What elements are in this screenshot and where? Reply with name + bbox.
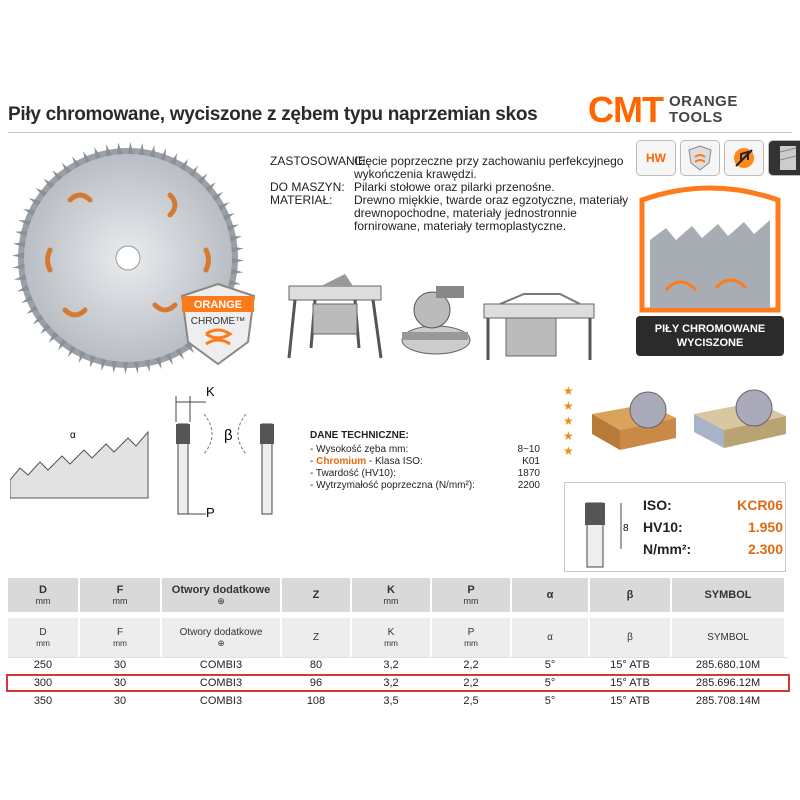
tech-label: - Wytrzymałość poprzeczna (N/mm²):: [310, 480, 475, 491]
chromed-label: [636, 316, 784, 356]
blade-detail-icon: [768, 140, 800, 176]
cell-alpha: 5°: [544, 677, 556, 689]
tech-heading: DANE TECHNICZNE:: [310, 430, 409, 441]
silent-icon: [724, 140, 764, 176]
cell-f: 30: [113, 677, 127, 689]
tech-label: - Wysokość zęba mm:: [310, 444, 409, 455]
cell-f: 30: [113, 659, 127, 671]
cell-beta: 15° ATB: [610, 695, 650, 707]
k-label: K: [206, 384, 215, 399]
subheader-cell: Z: [282, 618, 350, 657]
header-cell: SYMBOL: [672, 578, 784, 612]
cell-z: 108: [306, 695, 326, 707]
cell-alpha: 5°: [544, 695, 556, 707]
cell-z: 80: [309, 659, 323, 671]
cell-k: 3,5: [383, 695, 399, 707]
spec-label: HV10:: [643, 519, 683, 535]
eight-label: 8: [623, 523, 629, 534]
cell-z: 96: [309, 677, 323, 689]
spec-label: N/mm²:: [643, 541, 692, 557]
tech-row: [310, 468, 540, 480]
cell-holes: COMBI3: [199, 677, 243, 689]
product-info: [270, 155, 630, 233]
cell-k: 3,2: [383, 677, 399, 689]
spec-value: 1.950: [747, 519, 783, 535]
tech-label: - Chromium - Klasa ISO:: [310, 456, 423, 467]
panel-saw-image: [480, 290, 598, 362]
subheader-cell: P mm: [432, 618, 510, 657]
header-cell: F mm: [80, 578, 160, 612]
cell-k: 3,2: [383, 659, 399, 671]
hw-icon: HW: [636, 140, 676, 176]
table-saw-image: [285, 268, 385, 360]
tech-label: - Twardość (HV10):: [310, 468, 396, 479]
title-divider: [8, 132, 792, 133]
spec-hv: [643, 519, 783, 535]
header-cell: D mm: [8, 578, 78, 612]
badge-orange-text: ORANGE: [193, 299, 243, 311]
spec-box: [564, 482, 786, 572]
info-value: Pilarki stołowe oraz pilarki przenośne.: [354, 180, 555, 194]
spec-value: 2.300: [747, 541, 783, 557]
brand-logo: [588, 88, 784, 132]
logo-sub1: ORANGE: [668, 93, 738, 110]
logo-cmt: CMT: [588, 89, 663, 130]
chromed-label-line1: PIŁY CHROMOWANE: [654, 323, 766, 335]
header-cell: α: [512, 578, 588, 612]
subheader-cell: SYMBOL: [672, 618, 784, 657]
table-row[interactable]: [8, 658, 788, 672]
cell-beta: 15° ATB: [610, 659, 650, 671]
cell-f: 30: [113, 695, 127, 707]
tech-value: K01: [522, 456, 540, 467]
cell-symbol: 285.680.10M: [695, 659, 761, 671]
table-header: [8, 578, 788, 612]
info-row-material: [270, 194, 630, 233]
chromed-label-line2: WYCISZONE: [676, 337, 744, 349]
tech-value: 8~10: [517, 444, 540, 455]
beta-label: β: [224, 427, 233, 444]
tech-row: [310, 444, 540, 456]
cutting-panel-image: [690, 384, 790, 454]
subheader-cell: β: [590, 618, 670, 657]
orange-chrome-badge: [178, 282, 258, 366]
cell-d: 300: [33, 677, 53, 689]
header-cell: β: [590, 578, 670, 612]
spec-value: KCR06: [737, 497, 783, 513]
chromium-label: Chromium: [316, 456, 367, 467]
chromed-silenced-badge: [636, 180, 784, 358]
product-table: [8, 578, 788, 708]
header-cell: K mm: [352, 578, 430, 612]
table-subheader: [8, 618, 788, 658]
subheader-cell: α: [512, 618, 588, 657]
rating-stars: ★ ★ ★ ★ ★: [563, 384, 574, 458]
spec-label: ISO:: [643, 497, 672, 513]
tooth-profile-diagram: [10, 420, 150, 500]
header-cell: P mm: [432, 578, 510, 612]
cell-p: 2,2: [463, 659, 479, 671]
info-key: ZASTOSOWANIE:: [270, 154, 370, 168]
page-title: Piły chromowane, wyciszone z zębem typu naprzemian skos: [8, 104, 538, 125]
cell-beta: 15° ATB: [610, 677, 650, 689]
tech-label-text: - Klasa ISO:: [368, 456, 423, 467]
cell-d: 350: [33, 695, 53, 707]
tech-value: 1870: [517, 468, 540, 479]
table-row-highlighted[interactable]: [8, 676, 788, 690]
cell-holes: COMBI3: [199, 695, 243, 707]
info-value: Cięcie poprzeczne przy zachowaniu perfekcyjnego wykończenia krawędzi.: [354, 154, 624, 181]
alpha-label: α: [70, 430, 76, 441]
tooth-height-diagram: [571, 489, 641, 569]
kerf-diagram: [150, 384, 300, 524]
cell-alpha: 5°: [544, 659, 556, 671]
info-key: DO MASZYN:: [270, 180, 345, 194]
cell-p: 2,2: [463, 677, 479, 689]
cell-holes: COMBI3: [199, 659, 243, 671]
cell-symbol: 285.696.12M: [695, 677, 761, 689]
subheader-cell: D mm: [8, 618, 78, 657]
cell-p: 2,5: [463, 695, 479, 707]
cutting-wood-image: [588, 384, 680, 454]
technical-data: [310, 430, 540, 492]
badge-chrome-text: CHROME™: [190, 316, 246, 327]
miter-saw-image: [392, 280, 474, 360]
subheader-cell: F mm: [80, 618, 160, 657]
info-value: Drewno miękkie, twarde oraz egzotyczne, materiały drewnopochodne, materiały jednostronnie fornirowane, materiały termoplastyczne.: [354, 193, 629, 233]
cell-symbol: 285.708.14M: [695, 695, 761, 707]
cell-d: 250: [33, 659, 53, 671]
header-cell: Otwory dodatkowe ⊕: [162, 578, 280, 612]
chrome-shield-icon: [680, 140, 720, 176]
tech-row: [310, 480, 540, 492]
blade-closeup-image: [636, 180, 784, 330]
subheader-cell: Otwory dodatkowe ⊕: [162, 618, 280, 657]
tech-value: 2200: [517, 480, 540, 491]
spec-n: [643, 541, 783, 557]
logo-orange-tools: [669, 94, 738, 126]
table-row[interactable]: [8, 694, 788, 708]
info-row-application: [270, 155, 630, 181]
info-key: MATERIAŁ:: [270, 193, 333, 207]
tech-row: [310, 456, 540, 468]
logo-sub2: TOOLS: [668, 109, 723, 126]
p-label: P: [206, 505, 215, 520]
subheader-cell: K mm: [352, 618, 430, 657]
feature-icons: [636, 140, 800, 176]
header-cell: Z: [282, 578, 350, 612]
spec-iso: [643, 497, 783, 513]
